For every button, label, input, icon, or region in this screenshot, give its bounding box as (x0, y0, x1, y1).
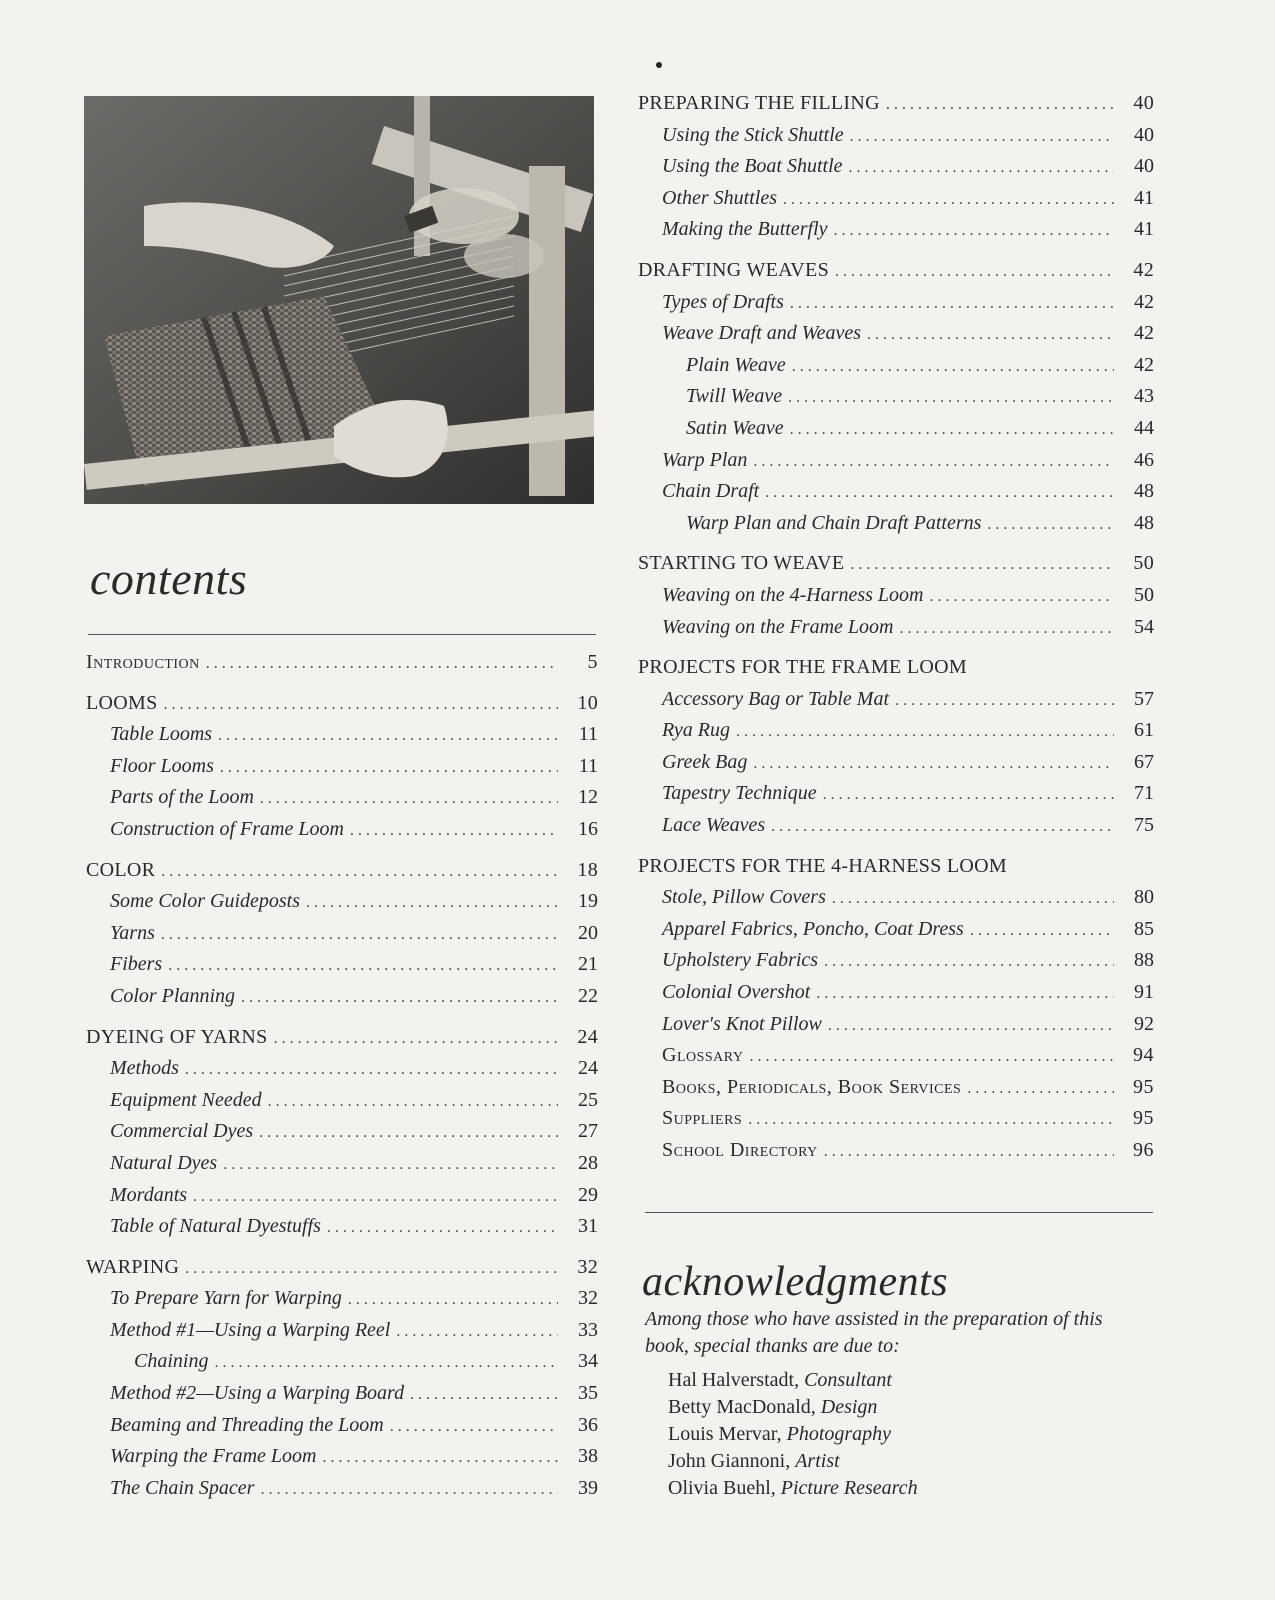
toc-entry (638, 1013, 1154, 1045)
toc-entry (86, 651, 598, 683)
toc-page-number: 67 (1134, 750, 1154, 773)
toc-entry-title: Parts of the Loom (110, 786, 254, 809)
toc-entry-title: Apparel Fabrics, Poncho, Coat Dress (662, 917, 964, 940)
toc-dot-leader (748, 1111, 1114, 1129)
toc-page-number: 29 (578, 1183, 598, 1206)
toc-entry-title: Plain Weave (686, 353, 786, 376)
toc-dot-leader (849, 159, 1114, 177)
toc-entry (638, 92, 1154, 124)
toc-entry-title: Equipment Needed (110, 1088, 262, 1111)
acknowledgments-heading: acknowledgments (642, 1259, 949, 1305)
credit-role: Consultant (804, 1369, 892, 1391)
toc-page-number: 95 (1133, 1075, 1154, 1098)
toc-entry (638, 782, 1154, 814)
toc-entry-title: Method #2—Using a Warping Board (110, 1382, 405, 1405)
print-mark (656, 62, 662, 68)
toc-page-number: 44 (1134, 416, 1154, 439)
toc-page-number: 57 (1134, 687, 1154, 710)
toc-dot-leader (322, 1449, 558, 1467)
toc-page-number: 61 (1134, 719, 1154, 742)
toc-page-number: 48 (1134, 480, 1154, 503)
toc-page-number: 33 (578, 1318, 598, 1341)
credit-name: Louis Mervar, (668, 1423, 787, 1445)
toc-page-number: 42 (1134, 322, 1154, 345)
toc-entry (638, 719, 1154, 751)
toc-entry-title: Chaining (134, 1350, 209, 1373)
toc-entry (86, 786, 598, 818)
toc-entry (638, 291, 1154, 323)
toc-entry-title: Construction of Frame Loom (110, 817, 344, 840)
toc-entry-title: Fibers (110, 953, 163, 976)
toc-page-number: 85 (1134, 917, 1154, 940)
toc-entry-title: Lace Weaves (662, 814, 766, 837)
toc-entry-title: Warp Plan and Chain Draft Patterns (686, 511, 982, 534)
toc-entry-title: School Directory (662, 1139, 818, 1161)
toc-page-number: 75 (1134, 814, 1154, 837)
toc-entry-title: Method #1—Using a Warping Reel (110, 1318, 391, 1341)
toc-entry-title: Weaving on the Frame Loom (662, 615, 894, 638)
toc-page-number: 46 (1134, 448, 1154, 471)
toc-dot-leader (783, 191, 1114, 209)
toc-dot-leader (816, 985, 1114, 1003)
toc-entry-title: Stole, Pillow Covers (662, 886, 826, 909)
toc-dot-leader (350, 822, 558, 840)
toc-page-number: 16 (578, 817, 598, 840)
toc-page-number: 22 (578, 984, 598, 1007)
toc-entry-title: Suppliers (662, 1107, 743, 1130)
credit-line (668, 1475, 918, 1502)
toc-dot-leader (206, 655, 558, 673)
toc-dot-leader (348, 1291, 558, 1309)
toc-entry (638, 616, 1154, 648)
toc-entry (86, 859, 598, 891)
toc-entry (638, 259, 1154, 291)
toc-entry-title: Weave Draft and Weaves (662, 322, 862, 345)
toc-page-number: 92 (1134, 1012, 1154, 1035)
toc-entry (638, 855, 1154, 887)
toc-entry-title: Beaming and Threading the Loom (110, 1413, 384, 1436)
toc-right-column (638, 92, 1154, 1171)
credit-name: Hal Halverstadt, (668, 1369, 805, 1391)
toc-dot-leader (749, 1048, 1114, 1066)
credit-line (668, 1448, 918, 1475)
toc-page-number: 5 (587, 651, 598, 673)
toc-page-number: 95 (1133, 1107, 1154, 1130)
acknowledgments-rule (645, 1212, 1153, 1213)
credit-name: Olivia Buehl, (668, 1477, 781, 1499)
toc-entry (86, 1089, 598, 1121)
toc-entry-title: Lover's Knot Pillow (662, 1012, 822, 1035)
toc-dot-leader (987, 516, 1114, 534)
toc-entry (86, 1256, 598, 1288)
toc-page-number: 71 (1134, 782, 1154, 805)
credit-role: Picture Research (780, 1477, 918, 1499)
toc-entry-title: Making the Butterfly (662, 218, 828, 241)
credits-list (668, 1367, 918, 1502)
toc-page-number: 42 (1134, 353, 1154, 376)
toc-page-number: 39 (578, 1476, 598, 1499)
toc-dot-leader (214, 1354, 558, 1372)
toc-dot-leader (753, 755, 1114, 773)
toc-dot-leader (193, 1188, 558, 1206)
toc-page-number: 11 (578, 723, 598, 746)
credit-name: Betty MacDonald, (668, 1396, 821, 1418)
toc-dot-leader (161, 926, 558, 944)
toc-entry (86, 1477, 598, 1509)
toc-dot-leader (929, 588, 1114, 606)
toc-dot-leader (788, 389, 1114, 407)
toc-entry-title: Commercial Dyes (110, 1120, 254, 1143)
toc-dot-leader (753, 453, 1114, 471)
toc-page-number: 36 (578, 1413, 598, 1436)
toc-dot-leader (832, 890, 1114, 908)
toc-entry (86, 755, 598, 787)
toc-dot-leader (771, 818, 1114, 836)
toc-entry (86, 1026, 598, 1058)
toc-entry-title: Tapestry Technique (662, 782, 817, 805)
toc-dot-leader (396, 1323, 558, 1341)
toc-dot-leader (161, 863, 558, 881)
toc-page-number: 48 (1134, 511, 1154, 534)
toc-entry (638, 751, 1154, 783)
toc-dot-leader (218, 727, 558, 745)
toc-page-number: 96 (1133, 1139, 1154, 1161)
credit-role: Artist (795, 1450, 840, 1472)
toc-entry-title: WARPING (86, 1255, 180, 1278)
contents-heading: contents (90, 553, 248, 604)
toc-entry-title: Using the Boat Shuttle (662, 155, 843, 178)
toc-entry (638, 552, 1154, 584)
toc-dot-leader (274, 1030, 558, 1048)
toc-entry-title: Upholstery Fabrics (662, 949, 819, 972)
toc-entry-title: PROJECTS FOR THE 4-HARNESS LOOM (638, 854, 1007, 877)
toc-page-number: 28 (578, 1151, 598, 1174)
toc-page-number: 42 (1133, 258, 1154, 281)
toc-entry (638, 886, 1154, 918)
toc-entry (86, 1120, 598, 1152)
toc-page-number: 43 (1134, 385, 1154, 408)
toc-entry (638, 187, 1154, 219)
toc-page-number: 31 (578, 1215, 598, 1238)
toc-entry (638, 814, 1154, 846)
toc-dot-leader (967, 1080, 1114, 1098)
credit-role: Photography (786, 1423, 892, 1445)
toc-entry-title: Color Planning (110, 984, 236, 1007)
toc-page-number: 41 (1134, 186, 1154, 209)
toc-entry (86, 692, 598, 724)
toc-page-number: 10 (577, 691, 598, 714)
toc-page-number: 24 (578, 1057, 598, 1080)
toc-dot-leader (790, 295, 1114, 313)
toc-entry-title: Floor Looms (110, 754, 214, 777)
toc-entry-title: Twill Weave (686, 385, 783, 408)
toc-entry-title: Chain Draft (662, 480, 760, 503)
toc-page-number: 42 (1134, 290, 1154, 313)
credit-role: Design (820, 1396, 878, 1418)
toc-entry (638, 949, 1154, 981)
toc-dot-leader (834, 222, 1114, 240)
toc-page-number: 35 (578, 1382, 598, 1405)
toc-entry-title: Introduction (86, 651, 200, 673)
toc-dot-leader (220, 759, 558, 777)
toc-dot-leader (185, 1061, 558, 1079)
toc-dot-leader (790, 421, 1114, 439)
toc-page-number: 38 (578, 1445, 598, 1468)
toc-dot-leader (824, 953, 1114, 971)
toc-entry (638, 688, 1154, 720)
toc-entry (638, 981, 1154, 1013)
toc-entry (638, 584, 1154, 616)
toc-entry-title: Glossary (662, 1044, 744, 1067)
toc-entry (86, 922, 598, 954)
toc-dot-leader (390, 1418, 558, 1436)
toc-entry (638, 155, 1154, 187)
toc-entry-title: Warp Plan (662, 448, 748, 471)
toc-entry-title: Methods (110, 1057, 179, 1080)
toc-entry (86, 890, 598, 922)
credit-line (668, 1394, 918, 1421)
toc-dot-leader (410, 1386, 558, 1404)
toc-entry-title: Satin Weave (686, 416, 784, 439)
toc-dot-leader (168, 957, 558, 975)
toc-dot-leader (970, 922, 1114, 940)
toc-page-number: 34 (578, 1350, 598, 1373)
toc-page-number: 80 (1134, 886, 1154, 909)
toc-entry-title: Mordants (110, 1183, 188, 1206)
toc-dot-leader (895, 692, 1114, 710)
toc-entry-title: Using the Stick Shuttle (662, 123, 844, 146)
contents-rule (88, 634, 596, 635)
toc-dot-leader (164, 696, 558, 714)
toc-page-number: 32 (577, 1255, 598, 1278)
toc-entry (86, 1382, 598, 1414)
toc-entry (638, 512, 1154, 544)
toc-dot-leader (850, 556, 1114, 574)
toc-entry-title: Types of Drafts (662, 290, 784, 313)
toc-dot-leader (886, 96, 1114, 114)
toc-entry (86, 1319, 598, 1351)
toc-entry-title: COLOR (86, 858, 156, 881)
credit-line (668, 1421, 918, 1448)
toc-entry (638, 218, 1154, 250)
toc-entry-title: Some Color Guideposts (110, 890, 300, 913)
toc-dot-leader (259, 1124, 558, 1142)
toc-entry-title: Warping the Frame Loom (110, 1445, 317, 1468)
toc-page-number: 19 (578, 890, 598, 913)
toc-page-number: 11 (578, 754, 598, 777)
toc-page-number: 27 (578, 1120, 598, 1143)
toc-dot-leader (185, 1260, 558, 1278)
toc-dot-leader (824, 1143, 1114, 1161)
toc-entry-title: Other Shuttles (662, 186, 777, 209)
toc-dot-leader (260, 1481, 558, 1499)
toc-page-number: 40 (1134, 123, 1154, 146)
toc-entry (86, 1215, 598, 1247)
toc-dot-leader (241, 989, 558, 1007)
toc-entry (86, 1350, 598, 1382)
toc-dot-leader (823, 786, 1114, 804)
toc-entry (638, 1044, 1154, 1076)
toc-page-number: 25 (578, 1088, 598, 1111)
toc-dot-leader (828, 1017, 1114, 1035)
toc-page-number: 18 (577, 858, 598, 881)
toc-entry (638, 385, 1154, 417)
toc-page-number: 50 (1133, 552, 1154, 575)
credit-line (668, 1367, 918, 1394)
toc-entry (86, 1057, 598, 1089)
toc-page-number: 94 (1133, 1044, 1154, 1067)
toc-page-number: 20 (578, 921, 598, 944)
toc-page-number: 40 (1133, 92, 1154, 114)
toc-entry-title: Accessory Bag or Table Mat (662, 687, 890, 710)
toc-entry (638, 1107, 1154, 1139)
acknowledgments-intro: Among those who have assisted in the preparation of this book, special thanks are due to: (645, 1308, 1103, 1357)
toc-entry (638, 354, 1154, 386)
toc-dot-leader (850, 128, 1114, 146)
toc-entry-title: Rya Rug (662, 719, 730, 742)
toc-entry (86, 1414, 598, 1446)
toc-entry-title: DRAFTING WEAVES (638, 258, 829, 281)
toc-entry-title: Natural Dyes (110, 1151, 218, 1174)
toc-entry (86, 1184, 598, 1216)
toc-entry (638, 918, 1154, 950)
toc-entry (86, 1445, 598, 1477)
toc-left-column (86, 651, 598, 1508)
toc-dot-leader (867, 326, 1114, 344)
toc-dot-leader (792, 358, 1114, 376)
toc-entry-title: DYEING OF YARNS (86, 1025, 268, 1048)
toc-page-number: 40 (1134, 155, 1154, 178)
toc-entry-title: Table of Natural Dyestuffs (110, 1215, 321, 1238)
toc-entry-title: STARTING TO WEAVE (638, 552, 845, 575)
toc-entry (86, 1152, 598, 1184)
toc-entry (638, 1076, 1154, 1108)
toc-entry-title: Weaving on the 4-Harness Loom (662, 583, 924, 606)
toc-dot-leader (899, 620, 1114, 638)
toc-dot-leader (306, 894, 558, 912)
credit-name: John Giannoni, (668, 1450, 796, 1472)
toc-page-number: 54 (1134, 615, 1154, 638)
toc-entry-title: To Prepare Yarn for Warping (110, 1287, 342, 1310)
toc-page-number: 88 (1134, 949, 1154, 972)
toc-entry (86, 1287, 598, 1319)
toc-entry (638, 480, 1154, 512)
toc-page-number: 32 (578, 1287, 598, 1310)
toc-entry (86, 953, 598, 985)
toc-entry-title: Colonial Overshot (662, 981, 811, 1004)
toc-dot-leader (223, 1156, 558, 1174)
toc-entry (638, 417, 1154, 449)
toc-page-number: 91 (1134, 981, 1154, 1004)
toc-entry-title: PREPARING THE FILLING (638, 92, 880, 114)
toc-entry-title: The Chain Spacer (110, 1476, 255, 1499)
toc-dot-leader (736, 723, 1114, 741)
toc-entry-title: PROJECTS FOR THE FRAME LOOM (638, 656, 967, 679)
toc-page-number: 24 (577, 1025, 598, 1048)
toc-entry-title: Greek Bag (662, 750, 748, 773)
toc-entry (86, 985, 598, 1017)
toc-dot-leader (268, 1093, 558, 1111)
toc-entry (638, 1139, 1154, 1171)
toc-entry-title: LOOMS (86, 691, 158, 714)
toc-dot-leader (327, 1219, 558, 1237)
toc-page-number: 21 (578, 953, 598, 976)
toc-page-number: 12 (578, 786, 598, 809)
toc-dot-leader (260, 790, 558, 808)
toc-entry (638, 449, 1154, 481)
loom-photo (84, 96, 594, 504)
toc-dot-leader (835, 263, 1114, 281)
toc-entry (638, 124, 1154, 156)
toc-page-number: 50 (1134, 583, 1154, 606)
toc-dot-leader (765, 484, 1114, 502)
loom-photo-drawing (84, 96, 594, 504)
toc-entry-title: Books, Periodicals, Book Services (662, 1075, 962, 1098)
toc-entry (638, 656, 1154, 688)
toc-page-number: 41 (1134, 218, 1154, 241)
toc-entry-title: Yarns (110, 921, 155, 944)
toc-entry-title: Table Looms (110, 723, 213, 746)
toc-entry (86, 818, 598, 850)
toc-entry (638, 322, 1154, 354)
toc-entry (86, 723, 598, 755)
